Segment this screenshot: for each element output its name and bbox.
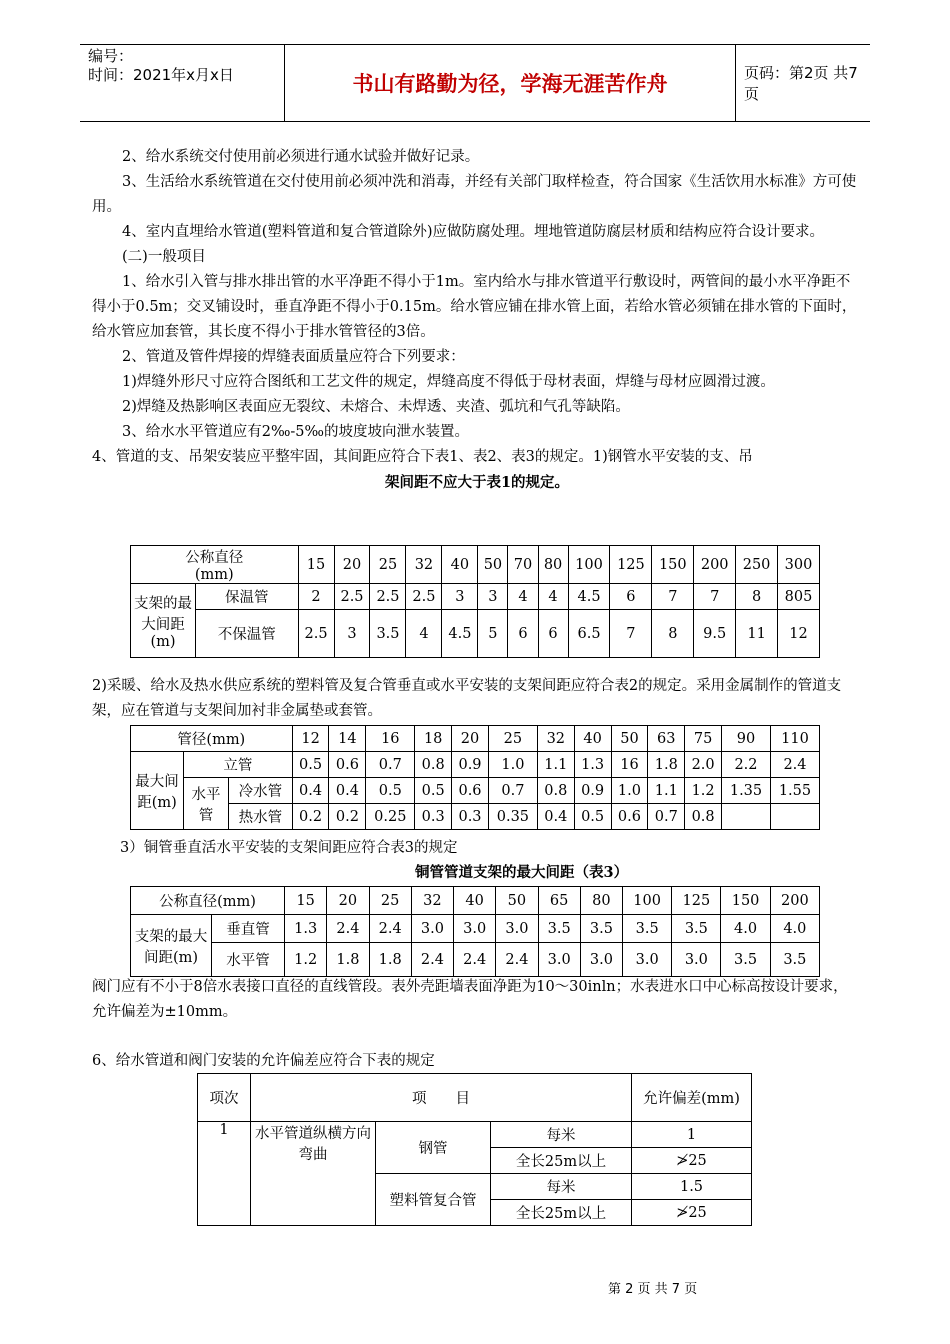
table-cell: 16 <box>611 752 648 778</box>
table-cell: 40 <box>454 887 496 915</box>
table-cell: 2.4 <box>496 943 538 977</box>
table-header-cell <box>131 546 299 584</box>
table-cell: 公称直径(mm) <box>131 887 285 915</box>
table-cell: 2.4 <box>454 943 496 977</box>
table-cell: 100 <box>623 887 672 915</box>
table-cell: 9.5 <box>694 610 736 658</box>
table-cell: 7 <box>652 584 694 610</box>
table-cell: 6 <box>610 584 652 610</box>
table-cell: 全长25m以上 <box>491 1148 632 1174</box>
table-cell: 20 <box>452 726 489 752</box>
table-cell: 2 <box>298 584 334 610</box>
table-cell: 0.5 <box>574 804 611 830</box>
table-cell: 3 <box>442 584 478 610</box>
table-cell: 40 <box>574 726 611 752</box>
table-cell: 80 <box>538 546 568 584</box>
section-heading: (二)一般项目 <box>122 249 206 265</box>
table-row <box>131 804 820 830</box>
table-cell: 70 <box>508 546 538 584</box>
table-cell: 150 <box>652 546 694 584</box>
table-cell: 1.0 <box>488 752 537 778</box>
table-cell: 项 目 <box>251 1074 632 1122</box>
para-7: 1)焊缝外形尺寸应符合图纸和工艺文件的规定，焊缝高度不得低于母材表面，焊缝与母材应圆滑过渡。 <box>122 374 775 390</box>
table-cell: 4.0 <box>770 915 819 943</box>
table-cell: 项次 <box>198 1074 251 1122</box>
table-cell: 40 <box>442 546 478 584</box>
table-cell: 2.5 <box>298 610 334 658</box>
table-row <box>198 1122 752 1148</box>
table-cell: 0.8 <box>415 752 452 778</box>
table1-caption: 架间距不应大于表1的规定。 <box>384 474 570 491</box>
table-cell: 0.6 <box>452 778 489 804</box>
table-cell: 1.3 <box>574 752 611 778</box>
table-cell: 200 <box>694 546 736 584</box>
table-cell: 2.5 <box>334 584 370 610</box>
table-cell: 管径(mm) <box>131 726 293 752</box>
para-2: 3、生活给水系统管道在交付使用前必须冲洗和消毒，并经有关部门取样检查，符合国家《生活饮用水标准》方可使用。 <box>92 174 857 215</box>
table-cell: 0.5 <box>415 778 452 804</box>
table-cell: 1.1 <box>648 778 685 804</box>
table-cell: 6 <box>538 610 568 658</box>
table-cell: 0.9 <box>574 778 611 804</box>
table-cell: 65 <box>538 887 580 915</box>
table-cell: 2.0 <box>685 752 722 778</box>
table-cell: 热水管 <box>229 804 293 830</box>
table-cell: 0.5 <box>292 752 329 778</box>
table-cell: 32 <box>411 887 453 915</box>
table-3 <box>130 886 820 977</box>
table-cell: 0.9 <box>452 752 489 778</box>
table-cell: 1.1 <box>537 752 574 778</box>
header-date: 时间：2021年x月x日 <box>88 66 234 84</box>
table-cell: 11 <box>736 610 778 658</box>
table-cell: 1.55 <box>770 778 819 804</box>
table-cell: 0.6 <box>611 804 648 830</box>
table-row <box>131 752 820 778</box>
table-cell: 3.5 <box>370 610 406 658</box>
table-cell: 8 <box>652 610 694 658</box>
table-cell: 3.5 <box>623 915 672 943</box>
table-cell: 3 <box>334 610 370 658</box>
table-cell: 1.3 <box>285 915 327 943</box>
table-cell: 6 <box>508 610 538 658</box>
table-cell <box>770 804 819 830</box>
table-cell: 3.5 <box>672 915 721 943</box>
table-cell: 1.2 <box>285 943 327 977</box>
table-cell: 200 <box>770 887 819 915</box>
para-12: 3）铜管垂直活水平安装的支架间距应符合表3的规定 <box>120 840 458 856</box>
table-cell: 2.4 <box>369 915 411 943</box>
table-row <box>131 726 820 752</box>
table-cell: 0.8 <box>685 804 722 830</box>
table-cell: 14 <box>329 726 366 752</box>
para-8: 2)焊缝及热影响区表面应无裂纹、未熔合、未焊透、夹渣、弧坑和气孔等缺陷。 <box>122 399 630 415</box>
table-cell: 4 <box>508 584 538 610</box>
table-cell: 125 <box>610 546 652 584</box>
table-cell: 15 <box>298 546 334 584</box>
table-cell: 0.2 <box>292 804 329 830</box>
table-cell: 75 <box>685 726 722 752</box>
table-cell: 冷水管 <box>229 778 293 804</box>
table-row <box>131 584 820 610</box>
table-row <box>198 1074 752 1122</box>
table-cell: 钢管 <box>376 1122 491 1174</box>
table-cell: 3.0 <box>538 943 580 977</box>
table-cell: 水平管 <box>212 943 285 977</box>
table-cell: 2.2 <box>722 752 771 778</box>
table-cell: 0.7 <box>488 778 537 804</box>
table-cell: 3.0 <box>496 915 538 943</box>
table-cell: 0.7 <box>366 752 415 778</box>
table-cell: 32 <box>537 726 574 752</box>
table-cell: 16 <box>366 726 415 752</box>
table-cell: 12 <box>292 726 329 752</box>
table-cell: 100 <box>568 546 610 584</box>
table-cell: 25 <box>488 726 537 752</box>
table-cell: 4 <box>538 584 568 610</box>
table-1 <box>130 545 820 658</box>
table-cell: 80 <box>580 887 622 915</box>
table-cell: 18 <box>415 726 452 752</box>
table-cell: 5 <box>478 610 508 658</box>
table-cell: 4 <box>406 610 442 658</box>
table-cell: 0.4 <box>292 778 329 804</box>
table-row <box>131 778 820 804</box>
table-cell: 63 <box>648 726 685 752</box>
header-meta <box>88 47 288 85</box>
table-cell: 1 <box>198 1122 251 1226</box>
table-cell: ≯25 <box>632 1200 752 1226</box>
table-cell: 15 <box>285 887 327 915</box>
table-cell: 25 <box>370 546 406 584</box>
table-cell: 支架的最大间距(m) <box>131 584 196 658</box>
table-cell: 110 <box>770 726 819 752</box>
para-1: 2、给水系统交付使用前必须进行通水试验并做好记录。 <box>122 149 480 165</box>
page-footer: 第 2 页 共 7 页 <box>608 1282 698 1297</box>
header-motto: 书山有路勤为径，学海无涯苦作舟 <box>284 45 736 121</box>
table-cell: 150 <box>721 887 770 915</box>
table-cell: 1.0 <box>611 778 648 804</box>
table-cell: 300 <box>778 546 820 584</box>
para-11: 2)采暖、给水及热水供应系统的塑料管及复合管垂直或水平安装的支架间距应符合表2的规定。采用金属制作的管道支架，应在管道与支架间加衬非金属垫或套管。 <box>92 678 842 719</box>
table-cell: 3.5 <box>721 943 770 977</box>
para-6: 2、管道及管件焊接的焊缝表面质量应符合下列要求： <box>122 349 465 365</box>
para-5: 1、给水引入管与排水排出管的水平净距不得小于1m。室内给水与排水管道平行敷设时，两管间的最小水平净距不得小于0.5m；交叉铺设时，垂直净距不得小于0.15m。给水管应铺在排水管上面，若给水管必须铺在排水管的下面时，给水管应加套管，其长度不得小于排水管管径的3倍。 <box>92 274 857 340</box>
table-cell: 7 <box>610 610 652 658</box>
table-cell: 250 <box>736 546 778 584</box>
table-cell: 20 <box>334 546 370 584</box>
table-cell: 允许偏差(mm) <box>632 1074 752 1122</box>
table-cell: 3.5 <box>538 915 580 943</box>
table-cell: 3.5 <box>770 943 819 977</box>
table-cell: 0.2 <box>329 804 366 830</box>
table-cell: 1 <box>632 1122 752 1148</box>
table-cell: 0.7 <box>648 804 685 830</box>
para-9: 3、给水水平管道应有2‰-5‰的坡度坡向泄水装置。 <box>122 424 469 440</box>
page-header <box>80 44 870 122</box>
table-cell: 0.8 <box>537 778 574 804</box>
table-cell: 0.4 <box>329 778 366 804</box>
table-cell: 6.5 <box>568 610 610 658</box>
table-cell: 0.5 <box>366 778 415 804</box>
table-cell: 塑料管复合管 <box>376 1174 491 1226</box>
table-cell: 50 <box>478 546 508 584</box>
table-cell: 1.35 <box>722 778 771 804</box>
table-cell: 3.0 <box>580 943 622 977</box>
table-2 <box>130 725 820 830</box>
table3-caption: 铜管管道支架的最大间距（表3） <box>415 864 629 881</box>
table-cell: 垂直管 <box>212 915 285 943</box>
header-page: 页码：第2页 共7页 <box>744 64 858 103</box>
table-cell: 0.25 <box>366 804 415 830</box>
table-cell: 3.0 <box>411 915 453 943</box>
table-cell: 50 <box>611 726 648 752</box>
table-cell: 90 <box>722 726 771 752</box>
table-cell: 805 <box>778 584 820 610</box>
table-cell: 8 <box>736 584 778 610</box>
table-cell: 1.8 <box>369 943 411 977</box>
table-cell: 2.5 <box>370 584 406 610</box>
table-cell: 0.3 <box>452 804 489 830</box>
para-13: 阀门应有不小于8倍水表接口直径的直线管段。表外壳距墙表面净距为10～30inln；水表进水口中心标高按设计要求，允许偏差为±10mm。 <box>92 979 848 1020</box>
table-cell: 1.5 <box>632 1174 752 1200</box>
table-cell: 水平管道纵横方向弯曲 <box>251 1122 376 1226</box>
table-cell: 2.4 <box>770 752 819 778</box>
table-cell: 50 <box>496 887 538 915</box>
document-body <box>92 145 862 495</box>
table-row <box>131 943 820 977</box>
table-cell: 3 <box>478 584 508 610</box>
para-14: 6、给水管道和阀门安装的允许偏差应符合下表的规定 <box>92 1053 435 1069</box>
table-cell: 3.0 <box>672 943 721 977</box>
table-cell: 1.8 <box>327 943 369 977</box>
table-row <box>131 915 820 943</box>
table-cell: 32 <box>406 546 442 584</box>
header-number: 编号： <box>88 47 134 65</box>
table-cell: 3.0 <box>623 943 672 977</box>
table-row <box>131 610 820 658</box>
table-cell: 不保温管 <box>196 610 299 658</box>
table-cell: 1.8 <box>648 752 685 778</box>
table-cell: ≯25 <box>632 1148 752 1174</box>
table-4 <box>197 1073 752 1226</box>
table-cell: 保温管 <box>196 584 299 610</box>
table-cell: 全长25m以上 <box>491 1200 632 1226</box>
table-cell: 25 <box>369 887 411 915</box>
t1-header-unit: (mm) <box>194 567 234 583</box>
table-cell: 最大间距(m) <box>131 752 184 830</box>
table-cell: 125 <box>672 887 721 915</box>
para-10: 4、管道的支、吊架安装应平整牢固，其间距应符合下表1、表2、表3的规定。1)钢管水平安装的支、吊 <box>92 449 753 465</box>
table-cell: 0.3 <box>415 804 452 830</box>
t1-header-label: 公称直径 <box>185 550 244 566</box>
table-cell: 4.0 <box>721 915 770 943</box>
para-3: 4、室内直埋给水管道(塑料管道和复合管道除外)应做防腐处理。埋地管道防腐层材质和结构应符合设计要求。 <box>122 224 825 240</box>
table-cell: 7 <box>694 584 736 610</box>
table-cell: 1.2 <box>685 778 722 804</box>
table-cell: 12 <box>778 610 820 658</box>
table-cell: 立管 <box>184 752 293 778</box>
table-cell: 每米 <box>491 1122 632 1148</box>
table-cell <box>722 804 771 830</box>
table-cell: 2.4 <box>327 915 369 943</box>
table-cell: 3.5 <box>580 915 622 943</box>
table-cell: 水平管 <box>184 778 229 830</box>
table-cell: 2.5 <box>406 584 442 610</box>
table-cell: 20 <box>327 887 369 915</box>
table-cell: 0.4 <box>537 804 574 830</box>
table-cell: 0.6 <box>329 752 366 778</box>
table-cell: 2.4 <box>411 943 453 977</box>
table-row <box>131 887 820 915</box>
table-cell: 4.5 <box>442 610 478 658</box>
table-cell: 3.0 <box>454 915 496 943</box>
table-cell: 0.35 <box>488 804 537 830</box>
table-cell: 支架的最大间距(m) <box>131 915 212 977</box>
table-cell: 每米 <box>491 1174 632 1200</box>
table-cell: 4.5 <box>568 584 610 610</box>
